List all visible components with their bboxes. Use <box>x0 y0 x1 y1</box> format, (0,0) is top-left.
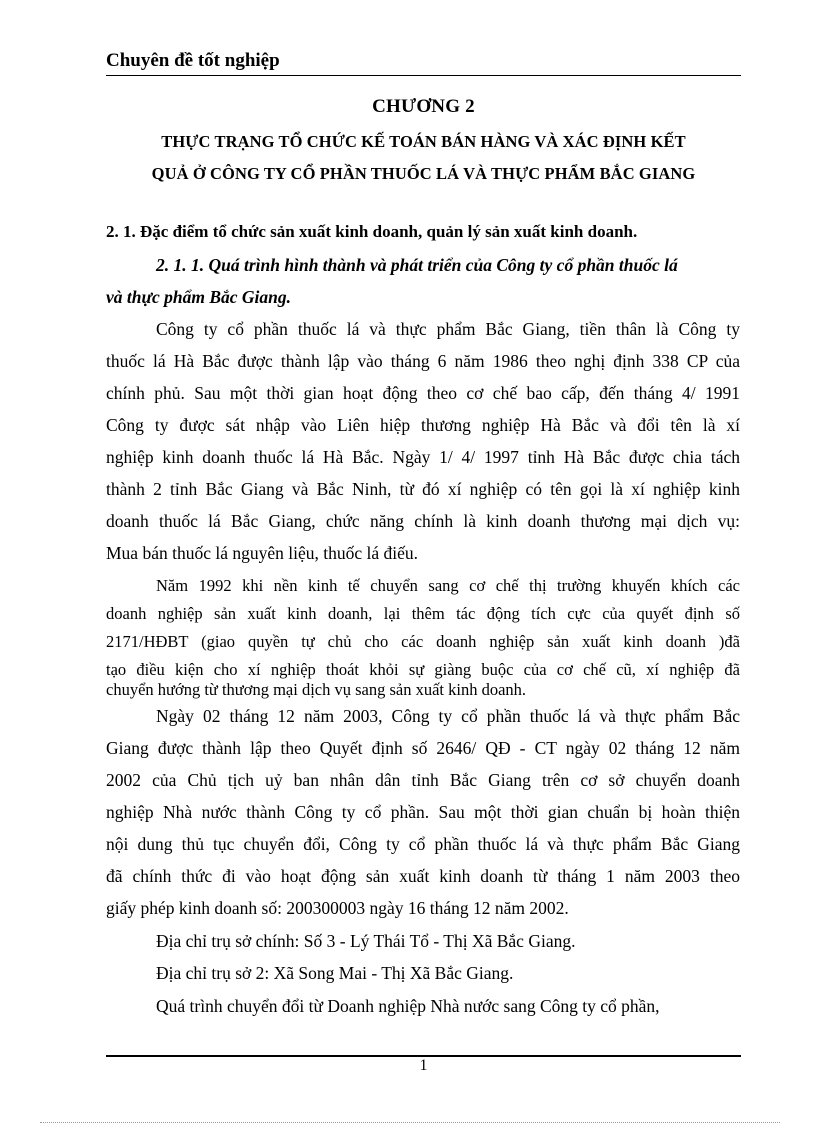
subsection-heading-line: và thực phẩm Bắc Giang. <box>106 287 292 307</box>
paragraph-line: đã chính thức đi vào hoạt động sản xuất kinh doanh từ tháng 1 năm 2003 theo <box>106 866 740 886</box>
document-header-title: Chuyên đề tốt nghiệp <box>106 50 280 71</box>
paragraph-line: Công ty được sát nhập vào Liên hiệp thương nghiệp Hà Bắc và đổi tên là xí <box>106 415 740 435</box>
paragraph-line: nghiệp kinh doanh thuốc lá Hà Bắc. Ngày 1/ 4/ 1997 tỉnh Hà Bắc được chia tách <box>106 447 740 467</box>
paragraph-line: doanh thuốc lá Bắc Giang, chức năng chính là kinh doanh thương mại dịch vụ: <box>106 511 740 531</box>
paragraph-line: Giang được thành lập theo Quyết định số 2646/ QĐ - CT ngày 02 tháng 12 năm <box>106 738 740 758</box>
paragraph-line: thành 2 tỉnh Bắc Giang và Bắc Ninh, từ đó xí nghiệp có tên gọi là xí nghiệp kinh <box>106 479 740 499</box>
paragraph-line: Năm 1992 khi nền kinh tế chuyển sang cơ chế thị trường khuyến khích các <box>156 576 740 595</box>
page-number: 1 <box>419 1057 428 1074</box>
paragraph-line: doanh nghiệp sản xuất kinh doanh, lại thêm tác động tích cực của quyết định số <box>106 604 740 623</box>
paragraph-line: nghiệp Nhà nước thành Công ty cổ phần. Sau một thời gian chuẩn bị hoàn thiện <box>106 802 740 822</box>
paragraph-line: 2171/HĐBT (giao quyền tự chủ cho các doanh nghiệp sản xuất kinh doanh )đã <box>106 632 740 651</box>
paragraph-line: chuyển hướng từ thương mại dịch vụ sang sản xuất kinh doanh. <box>106 680 527 699</box>
paragraph-line: tạo điều kiện cho xí nghiệp thoát khỏi sự giàng buộc của cơ chế cũ, xí nghiệp đã <box>106 660 740 679</box>
section-heading: 2. 1. Đặc điểm tổ chức sản xuất kinh doanh, quản lý sản xuất kinh doanh. <box>106 222 638 241</box>
paragraph-line: Địa chỉ trụ sở chính: Số 3 - Lý Thái Tổ - Thị Xã Bắc Giang. <box>156 931 576 951</box>
paragraph-line: Mua bán thuốc lá nguyên liệu, thuốc lá điếu. <box>106 543 419 563</box>
paragraph-line: thuốc lá Hà Bắc được thành lập vào tháng 6 năm 1986 theo nghị định 338 CP của <box>106 351 740 371</box>
paragraph-line: chính phủ. Sau một thời gian hoạt động theo cơ chế bao cấp, đến tháng 4/ 1991 <box>106 383 740 403</box>
header-rule <box>106 75 741 76</box>
paragraph-line: nội dung thủ tục chuyển đổi, Công ty cổ phần thuốc lá và thực phẩm Bắc Giang <box>106 834 740 854</box>
paragraph-line: Quá trình chuyển đổi từ Doanh nghiệp Nhà nước sang Công ty cổ phần, <box>156 996 660 1016</box>
paragraph-line: Ngày 02 tháng 12 năm 2003, Công ty cổ phần thuốc lá và thực phẩm Bắc <box>156 706 740 726</box>
chapter-title-line: QUẢ Ở CÔNG TY CỔ PHẦN THUỐC LÁ VÀ THỰC PHẨM BẮC GIANG <box>151 164 696 183</box>
paragraph-line: giấy phép kinh doanh số: 200300003 ngày 16 tháng 12 năm 2002. <box>106 898 569 918</box>
subsection-heading-line: 2. 1. 1. Quá trình hình thành và phát triển của Công ty cổ phần thuốc lá <box>156 255 678 275</box>
paragraph-line: 2002 của Chủ tịch uỷ ban nhân dân tỉnh Bắc Giang trên cơ sở chuyển doanh <box>106 770 740 790</box>
chapter-title-line: THỰC TRẠNG TỔ CHỨC KẾ TOÁN BÁN HÀNG VÀ XÁC ĐỊNH KẾT <box>161 132 686 151</box>
chapter-label: CHƯƠNG 2 <box>372 96 475 117</box>
paragraph-line: Công ty cổ phần thuốc lá và thực phẩm Bắc Giang, tiền thân là Công ty <box>156 319 740 339</box>
paragraph-line: Địa chỉ trụ sở 2: Xã Song Mai - Thị Xã Bắc Giang. <box>156 963 514 983</box>
